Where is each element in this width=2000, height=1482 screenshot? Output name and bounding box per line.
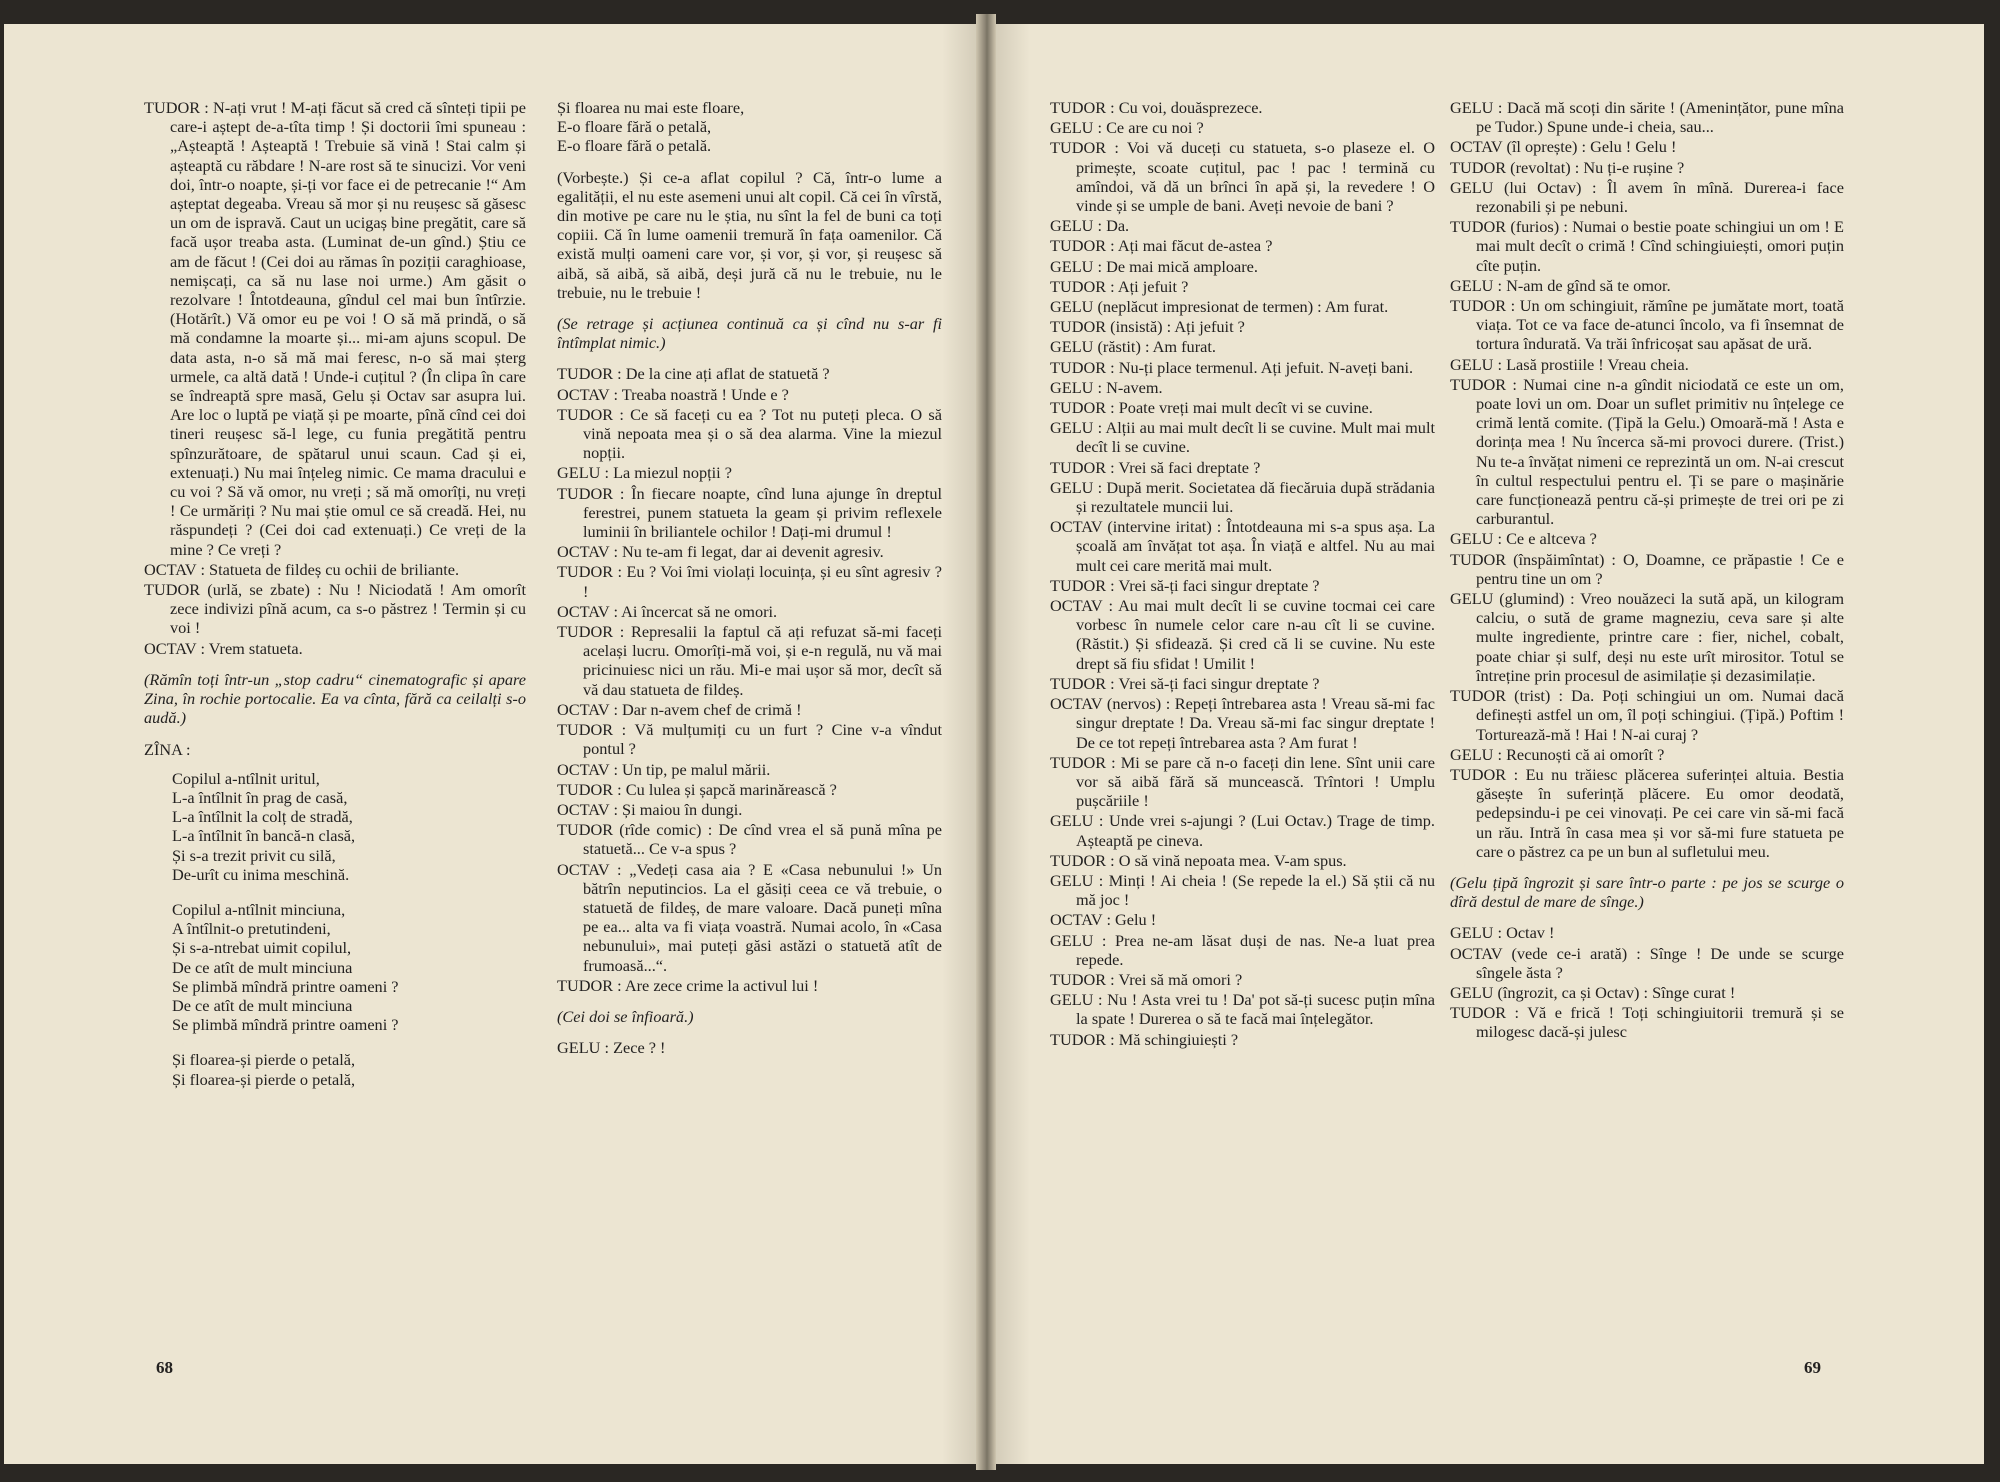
stage-direction: (Cei doi se înfioară.) bbox=[557, 1006, 694, 1026]
dialogue-line: TUDOR : Nu-ți place termenul. Ați jefuit. N-aveți bani. bbox=[1050, 357, 1414, 377]
dialogue-line: TUDOR : Voi vă duceți cu statueta, s-o plaseze el. O primește, scoate cuțitul, pac ! pac ! termină cu amîndoi, vă dă un brînci în apă și, la revedere ! O vinde și se umple de bani. Aveți nevoie de bani ? bbox=[1050, 138, 1435, 216]
dialogue-line: TUDOR : Vă e frică ! Toți schingiuitorii tremură și se milogesc dacă-și julesc bbox=[1450, 1003, 1844, 1042]
spacer bbox=[557, 156, 942, 168]
song-line: L-a întîlnit în prag de casă, bbox=[172, 787, 348, 807]
dialogue-line: TUDOR : Un om schingiuit, rămîne pe jumătate mort, toată viața. Tot ce va face de-atunci încolo, va fi însemnat de tortura îndurată. Va trăi înfricoșat sau apăsat de ură. bbox=[1450, 296, 1844, 354]
right-page bbox=[990, 24, 1984, 1464]
song-line: Copilul a-ntîlnit uritul, bbox=[172, 768, 320, 788]
dialogue-line: TUDOR : Ce să faceți cu ea ? Tot nu puteți pleca. O să vină nepoata mea și o să dea alarma. Vine la miezul nopții. bbox=[557, 404, 942, 463]
dialogue-line: OCTAV : Statueta de fildeș cu ochii de briliante. bbox=[144, 559, 460, 579]
dialogue-line: TUDOR : Vrei să-ți faci singur dreptate ? bbox=[1050, 673, 1320, 693]
song-line: L-a întîlnit la colț de stradă, bbox=[172, 807, 353, 827]
song-line: Și floarea-și pierde o petală, bbox=[172, 1069, 356, 1089]
dialogue-line: GELU : De mai mică amploare. bbox=[1050, 256, 1258, 276]
dialogue-line: GELU : Ce are cu noi ? bbox=[1050, 118, 1204, 138]
dialogue-line: OCTAV (vede ce-i arată) : Sînge ! De unde se scurge sîngele ăsta ? bbox=[1450, 943, 1844, 982]
dialogue-line: GELU (glumind) : Vreo nouăzeci la sută apă, un kilogram calciu, o sută de grame magneziu, ceva sare și alte multe ingrediente, printre care : fier, nichel, cobalt, poate chiar și sulf, deși nu este urît mirositor. Totul se întreține prin procesul de asimilație și dezasimilație. bbox=[1450, 589, 1844, 685]
song-line: Și s-a-ntrebat uimit copilul, bbox=[172, 938, 352, 958]
dialogue-line: TUDOR : Vrei să-ți faci singur dreptate ? bbox=[1050, 575, 1320, 595]
dialogue-line: TUDOR (revoltat) : Nu ți-e rușine ? bbox=[1450, 157, 1685, 177]
dialogue-line: ZÎNA : bbox=[144, 739, 191, 759]
right-column-2 bbox=[1450, 98, 1844, 1043]
dialogue-line: TUDOR (trist) : Da. Poți schingiui un om. Numai dacă definești astfel un om, îl poți schingiui. (Țipă.) Poftim ! Torturează-mă ! Hai ! N-ai curaj ? bbox=[1450, 686, 1844, 744]
dialogue-line: GELU : La miezul nopții ? bbox=[557, 463, 732, 483]
dialogue-line: TUDOR : Cu lulea și șapcă marinărească ? bbox=[557, 779, 837, 799]
song-stanza bbox=[172, 900, 526, 1034]
song-stanza bbox=[172, 769, 526, 884]
dialogue-line: TUDOR : Are zece crime la activul lui ! bbox=[557, 975, 819, 995]
dialogue-line: OCTAV : „Vedeți casa aia ? E «Casa nebunului !» Un bătrîn neputincios. La el găsiți ceea ce vă trebuie, o statuetă de fildeș, de mare valoare. Dacă puneți mîna pe ea... alta va fi viața voastră. Numai acolo, în «Casa nebunului», mai puteți găsi astăzi o statuetă atît de frumoasă...“. bbox=[557, 859, 942, 975]
stage-direction: (Gelu țipă îngrozit și sare într-o parte : pe jos se scurge o dîră destul de mare de sînge.) bbox=[1450, 872, 1844, 912]
dialogue-line: TUDOR : De la cine ați aflat de statuetă ? bbox=[557, 364, 830, 384]
dialogue-line: GELU : N-avem. bbox=[1050, 377, 1163, 397]
dialogue-line: TUDOR : În fiecare noapte, cînd luna ajunge în dreptul ferestrei, punem statueta la geam și privim reflexele luminii în briliantele ochilor ! Dați-mi drumul ! bbox=[557, 483, 942, 542]
song-stanza bbox=[557, 98, 942, 156]
dialogue-line: GELU : Lasă prostiile ! Vreau cheia. bbox=[1450, 354, 1689, 374]
dialogue-line: GELU : N-am de gînd să te omor. bbox=[1450, 275, 1671, 295]
page-number-left: 68 bbox=[156, 1358, 173, 1377]
song-line: Se plimbă mîndră printre oameni ? bbox=[172, 1015, 399, 1035]
song-line: De ce atît de mult minciuna bbox=[172, 957, 353, 977]
dialogue-line: GELU : Dacă mă scoți din sărite ! (Amenințător, pune mîna pe Tudor.) Spune unde-i cheia, sau... bbox=[1450, 98, 1844, 137]
dialogue-line: TUDOR : Ați jefuit ? bbox=[1050, 276, 1189, 296]
dialogue-line: OCTAV : Gelu ! bbox=[1050, 910, 1157, 930]
dialogue-line: TUDOR : Ați mai făcut de-astea ? bbox=[1050, 236, 1273, 256]
left-page bbox=[4, 24, 982, 1464]
song-line: Copilul a-ntîlnit minciuna, bbox=[172, 899, 346, 919]
stage-direction: (Se retrage și acțiunea continuă ca și cînd nu s-ar fi întîmplat nimic.) bbox=[557, 314, 942, 353]
dialogue-line: GELU : Minți ! Ai cheia ! (Se repede la el.) Să știi că nu mă joc ! bbox=[1050, 870, 1435, 910]
dialogue-line: TUDOR : Mă schingiuiești ? bbox=[1050, 1029, 1239, 1049]
dialogue-line: OCTAV (nervos) : Repeți întrebarea asta ! Vreau să-mi fac singur dreptate ! Da. Vreau să-mi fac singur dreptate ! De ce tot repeți întrebarea asta ? Am furat ! bbox=[1050, 694, 1435, 752]
dialogue-line: OCTAV : Nu te-am fi legat, dar ai devenit agresiv. bbox=[557, 542, 884, 562]
dialogue-line: (Vorbește.) Și ce-a aflat copilul ? Că, într-o lume a egalității, el nu este asemeni unui alt copil. Că cei în vîrstă, din motive pe care nu le știa, nu sînt la fel de buni ca toți copiii. Că în lume oamenii tremură în fața oamenilor. Că există mulți oameni care vor, și vor, și vor, și reușesc să aibă, să aibă, să aibă, deși jură că nu le trebuie, nu le trebuie, nu le trebuie ! bbox=[557, 167, 942, 302]
dialogue-line: TUDOR : Represalii la faptul că ați refuzat să-mi faceți același lucru. Omorîți-mă voi, și e-n regulă, nu vă mai pricinuiesc nici un rău. Mi-e mai ușor să mor, decît să vă dau statueta de fildeș. bbox=[557, 622, 942, 699]
dialogue-line: GELU (îngrozit, ca și Octav) : Sînge curat ! bbox=[1450, 982, 1736, 1002]
dialogue-line: GELU : Ce e altceva ? bbox=[1450, 529, 1597, 549]
dialogue-line: TUDOR : Cu voi, douăsprezece. bbox=[1050, 98, 1263, 117]
book-gutter bbox=[976, 14, 996, 1470]
right-column-1 bbox=[1050, 98, 1435, 1050]
song-line: Și floarea nu mai este floare, bbox=[557, 98, 745, 117]
dialogue-line: TUDOR : Mi se pare că n-o faceți din lene. Sînt unii care vor să aibă fără să muncească. Trîntori ! Umplu pușcăriile ! bbox=[1050, 752, 1435, 811]
dialogue-line: TUDOR (insistă) : Ați jefuit ? bbox=[1050, 317, 1245, 337]
dialogue-line: GELU : Prea ne-am lăsat duși de nas. Ne-a luat prea repede. bbox=[1050, 930, 1435, 969]
dialogue-line: TUDOR : O să vină nepoata mea. V-am spus. bbox=[1050, 850, 1347, 870]
dialogue-line: OCTAV (îl oprește) : Gelu ! Gelu ! bbox=[1450, 137, 1677, 157]
stage-direction: (Rămîn toți într-un „stop cadru“ cinematografic și apare Zina, în rochie portocalie. Ea va cînta, fără ca ceilalți s-o audă.) bbox=[144, 669, 526, 728]
dialogue-line: OCTAV : Și maiou în dungi. bbox=[557, 799, 743, 819]
dialogue-line: GELU : Alții au mai mult decît li se cuvine. Mult mai mult decît li se cuvine. bbox=[1050, 418, 1435, 457]
dialogue-line: OCTAV : Un tip, pe malul mării. bbox=[557, 759, 771, 779]
song-line: Și s-a trezit privit cu silă, bbox=[172, 845, 336, 865]
dialogue-line: TUDOR (furios) : Numai o bestie poate schingiui un om ! E mai mult decît o crimă ! Cînd schingiuiești, omori puțin cîte puțin. bbox=[1450, 217, 1844, 275]
dialogue-line: GELU : Unde vrei s-ajungi ? (Lui Octav.) Trage de timp. Așteaptă pe cineva. bbox=[1050, 811, 1435, 850]
dialogue-line: TUDOR : Eu nu trăiesc plăcerea suferinței altuia. Bestia găsește în suferință plăcere. Eu omor deodată, pedepsindu-i pe cei vinovați. Pe cei care vin să-mi facă un rău. Intră în casa mea și vor să-mi fure statueta pe care o păstrez ca pe un bun al sufletului meu. bbox=[1450, 764, 1844, 861]
dialogue-line: TUDOR : Vă mulțumiți cu un furt ? Cine v-a vîndut pontul ? bbox=[557, 720, 942, 759]
right-page-gutter-shade bbox=[990, 24, 1030, 1464]
dialogue-line: TUDOR (înspăimîntat) : O, Doamne, ce prăpastie ! Ce e pentru tine un om ? bbox=[1450, 549, 1844, 588]
dialogue-line: OCTAV (intervine iritat) : Întotdeauna mi s-a spus așa. La școală am învățat tot așa. În viață e altfel. Nu au mai mult cei care merită mai mult. bbox=[1050, 517, 1435, 575]
song-line: De-urît cu inima meschină. bbox=[172, 864, 350, 884]
dialogue-line: TUDOR : Numai cine n-a gîndit niciodată ce este un om, poate lovi un om. Doar un suflet primitiv nu înțelege ce crimă lentă comite. (Țipă la Gelu.) Omoară-mă ! Asta e dorința mea ! Nu încerca să-mi provoci durere. (Trist.) Nu te-a învățat nimeni ce reprezintă un om. N-ai crescut în cultul respectului pentru el. Ți se pare o mașinărie care funcționează pentru că-și primește de trei ori pe zi carburantul. bbox=[1450, 374, 1844, 529]
dialogue-line: TUDOR : N-ați vrut ! M-ați făcut să cred că sînteți tipii pe care-i aștept de-a-tîta timp ! Și doctorii îmi spuneau : „Așteaptă ! Așteaptă ! Trebuie să vină ! Stai calm și așteaptă cu răbdare ! N-are rost să te sinucizi. Vor veni doi, într-o noapte, și-ți vor face ei de petrecanie !“ Am așteptat degeaba. Vreau să mor și nu reușesc să găsesc un om de ispravă. Caut un ucigaș bine pregătit, care să facă ușor treaba asta. (Luminat de-un gînd.) Știu ce am de făcut ! (Cei doi au rămas în poziții caraghioase, nemișcați, ca să nu lase noi urme.) Am găsit o rezolvare ! Întotdeauna, gîndul cel mai bun întîrzie. (Hotărît.) Vă omor eu pe voi ! O să mă prindă, o să mă condamne la moarte și... mi-am ajuns scopul. De data asta, n-o să mă mai feresc, n-o să mai șterg urmele, ca altă dată ! Unde-i cuțitul ? (În clipa în care se îndreaptă spre masă, Gelu și Octav sar asupra lui. Are loc o luptă pe viață și pe moarte, pînă cînd cei doi tineri reușesc să-l lege, cu funia pregătită pentru spînzurătoare, de spătarul unui scaun. Cad și ei, extenuați.) Nu mai înțeleg nimic. Ce mama dracului e cu voi ? Să vă omor, nu vreți ; să mă omorîți, nu vreți ! Ce urmăriți ? Nu mai știe omul ce să creadă. Hei, nu răspundeți ? (Cei doi cad extenuați.) Ce vreți de la mine ? Ce vreți ? bbox=[144, 98, 526, 559]
song-line: E-o floare fără o petală, bbox=[557, 117, 712, 137]
song-line: L-a întîlnit în bancă-n clasă, bbox=[172, 826, 356, 846]
song-stanza bbox=[172, 1050, 526, 1088]
song-line: De ce atît de mult minciuna bbox=[172, 995, 353, 1015]
dialogue-line: GELU : Octav ! bbox=[1450, 923, 1555, 943]
dialogue-line: GELU : Nu ! Asta vrei tu ! Da' pot să-ți sucesc puțin mîna la spate ! Durerea o să te facă mai înțelegător. bbox=[1050, 990, 1435, 1029]
left-column-1 bbox=[144, 98, 526, 1089]
dialogue-line: TUDOR : Vrei să faci dreptate ? bbox=[1050, 457, 1261, 477]
dialogue-line: GELU (lui Octav) : Îl avem în mînă. Durerea-i face rezonabili și pe nebuni. bbox=[1450, 177, 1844, 217]
dialogue-line: TUDOR : Vrei să mă omori ? bbox=[1050, 969, 1243, 989]
dialogue-line: GELU (neplăcut impresionat de termen) : Am furat. bbox=[1050, 297, 1389, 317]
dialogue-line: OCTAV : Vrem statueta. bbox=[144, 638, 303, 658]
dialogue-line: TUDOR (urlă, se zbate) : Nu ! Niciodată ! Am omorît zece indivizi pînă acum, ca s-o păstrez ! Termin și cu voi ! bbox=[144, 580, 526, 638]
dialogue-line: GELU : Recunoști că ai omorît ? bbox=[1450, 744, 1665, 764]
dialogue-line: TUDOR : Poate vreți mai mult decît vi se cuvine. bbox=[1050, 398, 1373, 418]
dialogue-line: OCTAV : Treaba noastră ! Unde e ? bbox=[557, 384, 789, 404]
dialogue-line: OCTAV : Ai încercat să ne omori. bbox=[557, 601, 778, 621]
song-line: Se plimbă mîndră printre oameni ? bbox=[172, 976, 399, 996]
song-line: A întîlnit-o pretutindeni, bbox=[172, 919, 331, 939]
dialogue-line: GELU : După merit. Societatea dă fiecăruia după strădania și rezultatele muncii lui. bbox=[1050, 477, 1435, 517]
dialogue-line: OCTAV : Dar n-avem chef de crimă ! bbox=[557, 699, 802, 719]
dialogue-line: OCTAV : Au mai mult decît li se cuvine tocmai cei care vorbesc în numele celor care n-au cît li se cuvine. (Răstit.) Și sfidează. Și cred că li se cuvine. Nu este drept să fiu sfidat ! Umilit ! bbox=[1050, 596, 1435, 673]
dialogue-line: TUDOR : Eu ? Voi îmi violați locuința, și eu sînt agresiv ? ! bbox=[557, 562, 942, 601]
dialogue-line: GELU : Da. bbox=[1050, 216, 1130, 236]
page-number-right: 69 bbox=[1804, 1358, 1821, 1377]
dialogue-line: GELU : Zece ? ! bbox=[557, 1038, 666, 1058]
left-column-2 bbox=[557, 98, 942, 1058]
dialogue-line: GELU (răstit) : Am furat. bbox=[1050, 337, 1216, 357]
dialogue-line: TUDOR (rîde comic) : De cînd vrea el să pună mîna pe statuetă... Ce v-a spus ? bbox=[557, 820, 942, 859]
song-line: E-o floare fără o petală. bbox=[557, 136, 712, 156]
song-line: Și floarea-și pierde o petală, bbox=[172, 1050, 356, 1070]
